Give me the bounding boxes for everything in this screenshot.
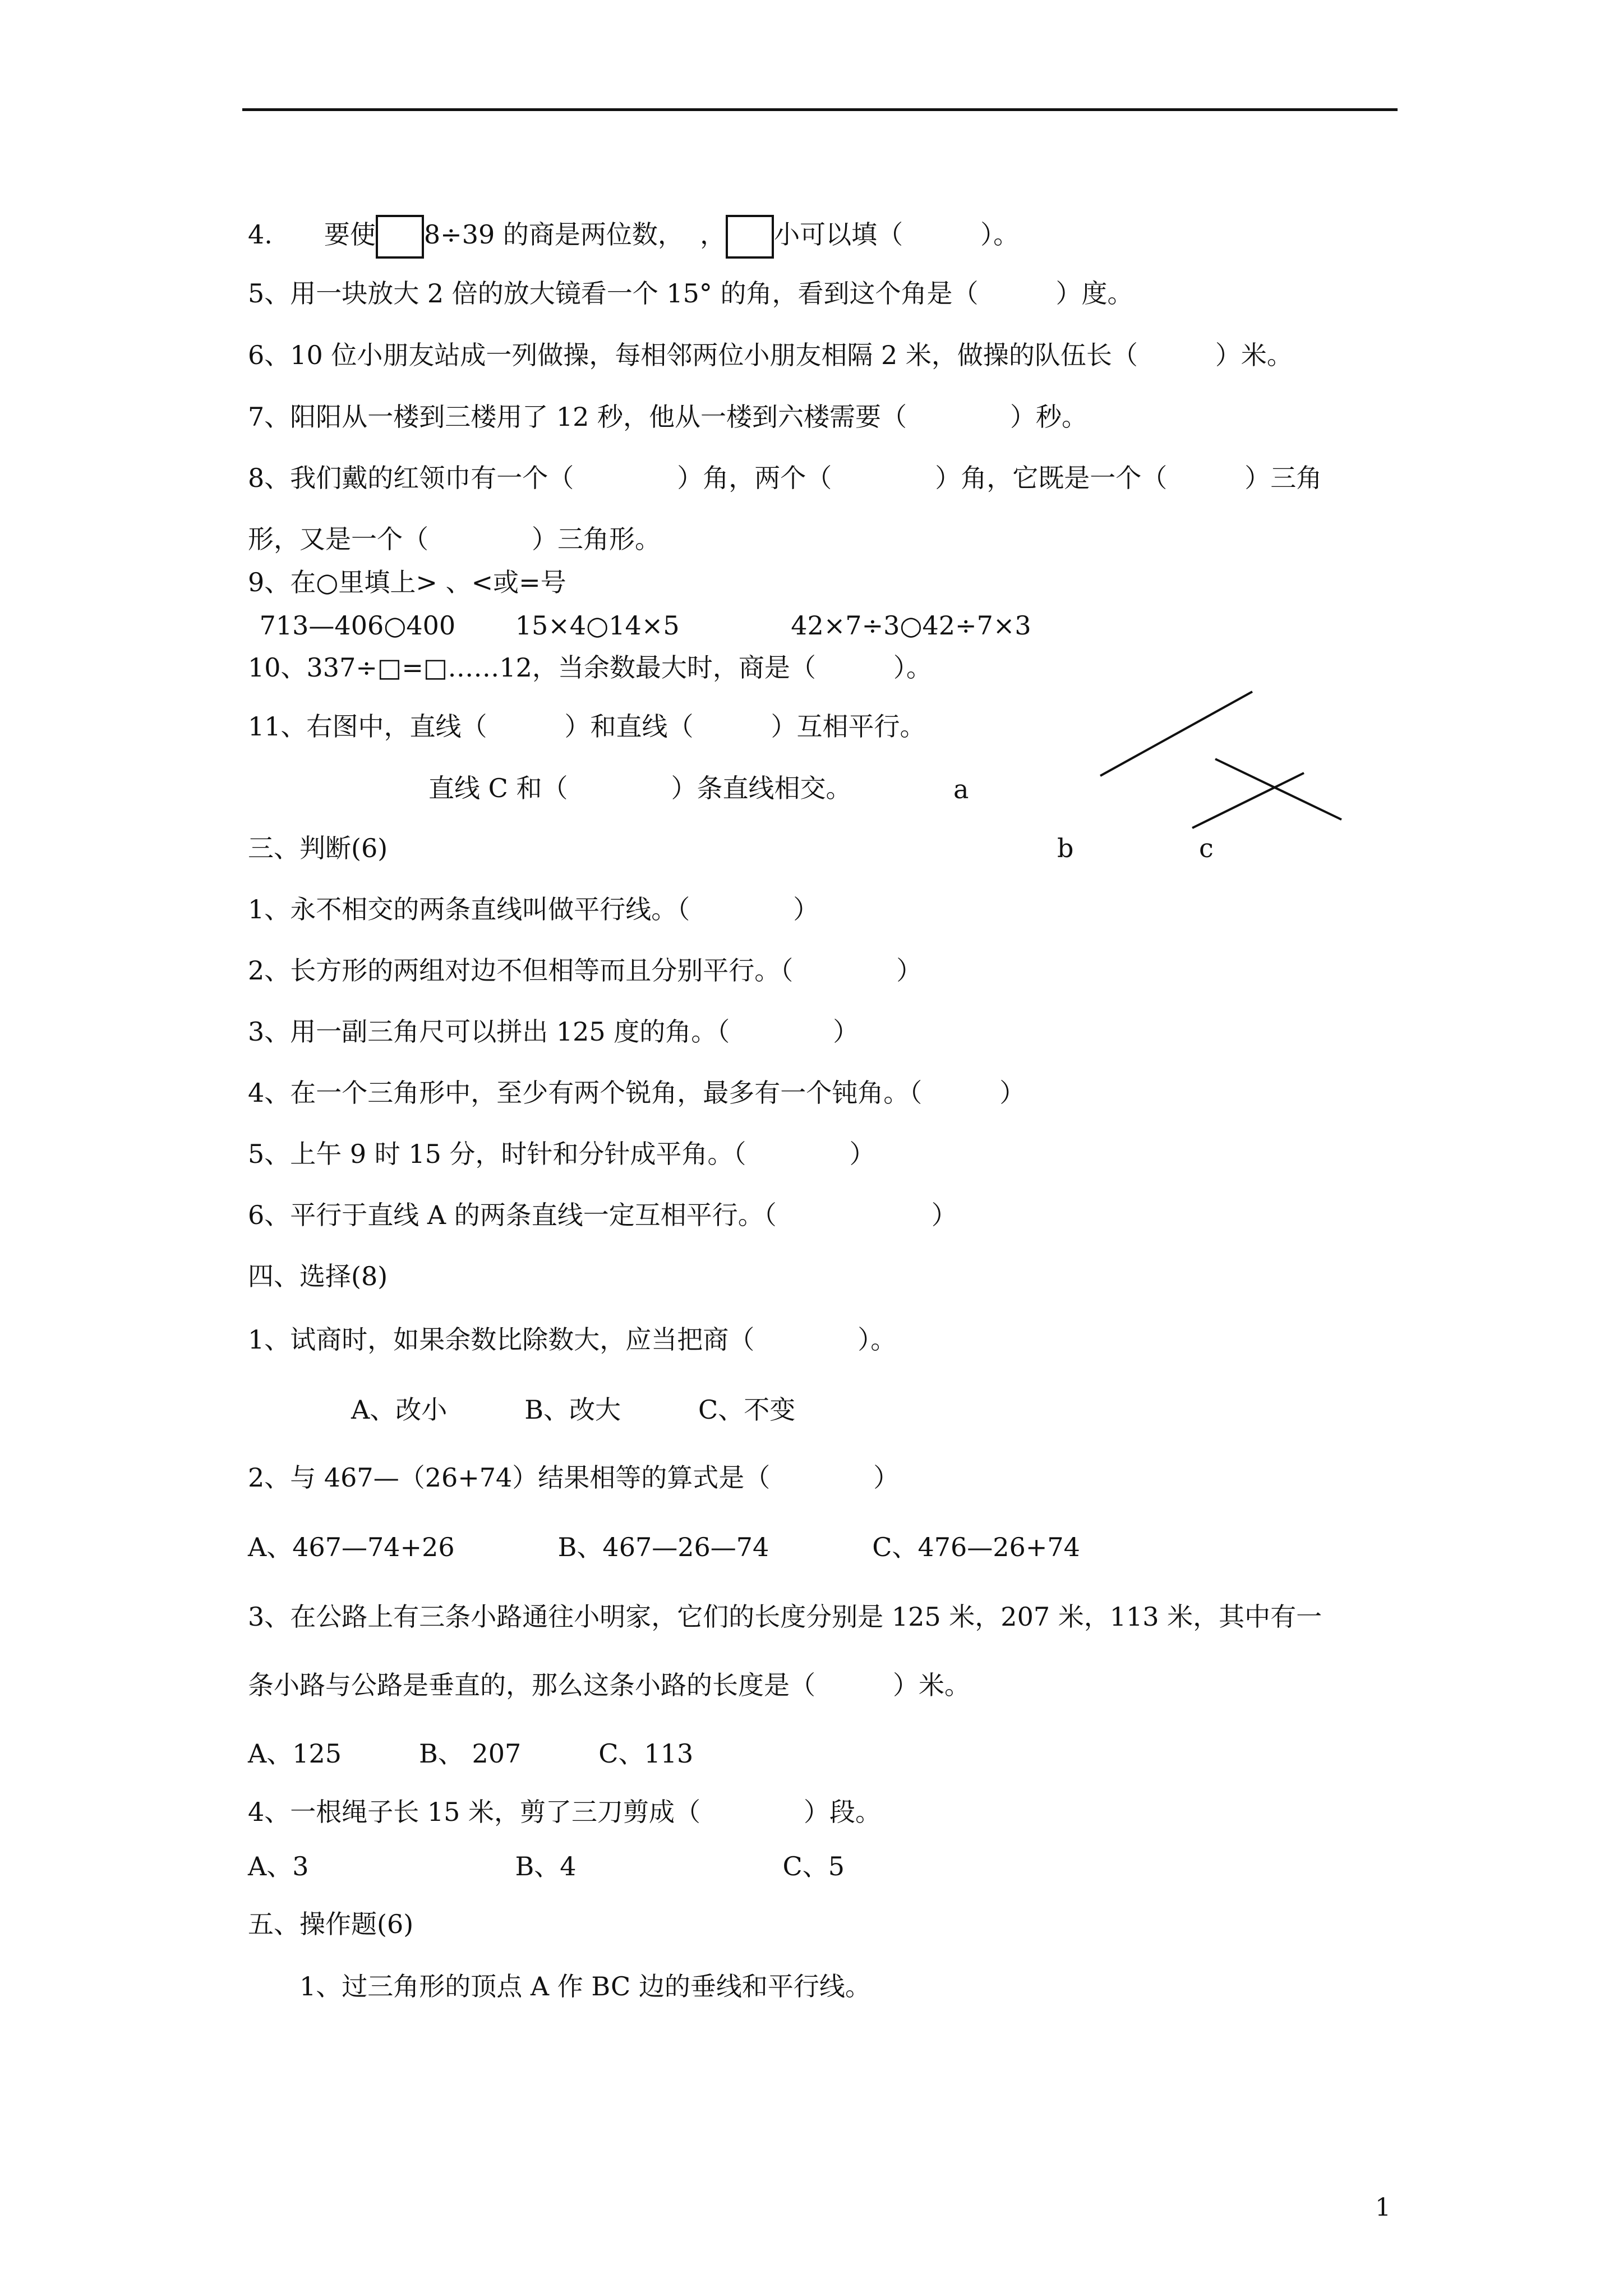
choice-1: 1、试商时，如果余数比除数大，应当把商（ ）。 — [248, 1324, 897, 1355]
choice-3-options: A、125 B、 207 C、113 — [248, 1738, 694, 1769]
q4-text-middle: 8÷39 的商是两位数， ， — [423, 219, 726, 250]
choice-4-options: A、3 B、4 C、5 — [248, 1851, 845, 1881]
question-7: 7、阳阳从一楼到三楼用了 12 秒，他从一楼到六楼需要（ ）秒。 — [248, 402, 1088, 432]
line-b — [1192, 773, 1304, 828]
judge-5: 5、上午 9 时 15 分，时针和分针成平角。（ ） — [248, 1139, 875, 1169]
question-9: 9、在○里填上> 、<或=号 — [248, 567, 566, 597]
question-8: 8、我们戴的红领巾有一个（ ）角，两个（ ）角，它既是一个（ ）三角 — [248, 463, 1322, 493]
choice-2: 2、与 467—（26+74）结果相等的算式是（ ） — [248, 1462, 900, 1493]
operation-1: 1、过三角形的顶点 A 作 BC 边的垂线和平行线。 — [248, 1971, 871, 2001]
section-3-heading: 三、判断(6) — [248, 833, 388, 863]
judge-4: 4、在一个三角形中，至少有两个锐角，最多有一个钝角。（ ） — [248, 1078, 1026, 1108]
choice-3: 3、在公路上有三条小路通往小明家，它们的长度分别是 125 米，207 米，113 米，其中有一 — [248, 1602, 1322, 1632]
choice-2-options: A、467—74+26 B、467—26—74 C、476—26+74 — [248, 1532, 1080, 1562]
section-4-heading: 四、选择(8) — [248, 1261, 388, 1291]
page-number: 1 — [1375, 2193, 1391, 2222]
question-8-cont: 形，又是一个（ ）三角形。 — [248, 524, 661, 554]
choice-1-options: A、改小 B、改大 C、不变 — [248, 1395, 796, 1425]
line-a — [1100, 692, 1252, 776]
question-10: 10、337÷□=□……12，当余数最大时，商是（ ）。 — [248, 652, 932, 683]
line-c — [1215, 759, 1341, 820]
question-5: 5、用一块放大 2 倍的放大镜看一个 15° 的角，看到这个角是（ ）度。 — [248, 278, 1133, 309]
judge-3: 3、用一副三角尺可以拼出 125 度的角。（ ） — [248, 1016, 859, 1047]
judge-2: 2、长方形的两组对边不但相等而且分别平行。（ ） — [248, 955, 923, 986]
q4-text-start: 4. 要使 — [248, 219, 376, 250]
figure-label-b: b — [1057, 833, 1074, 863]
choice-4: 4、一根绳子长 15 米，剪了三刀剪成（ ）段。 — [248, 1797, 882, 1827]
question-11: 11、右图中，直线（ ）和直线（ ）互相平行。 — [248, 711, 926, 742]
choice-3-cont: 条小路与公路是垂直的，那么这条小路的长度是（ ）米。 — [248, 1670, 970, 1700]
question-9-items: 713—406○400 15×4○14×5 42×7÷3○42÷7×3 — [251, 610, 1031, 641]
judge-1: 1、永不相交的两条直线叫做平行线。（ ） — [248, 894, 819, 924]
figure-label-c: c — [1199, 833, 1214, 863]
judge-6: 6、平行于直线 A 的两条直线一定互相平行。（ ） — [248, 1200, 957, 1230]
question-6: 6、10 位小朋友站成一列做操，每相邻两位小朋友相隔 2 米，做操的队伍长（ ）米。 — [248, 340, 1293, 370]
figure-label-a: a — [953, 774, 969, 804]
section-5-heading: 五、操作题(6) — [248, 1909, 414, 1939]
q4-text-end: 小可以填（ ）。 — [774, 219, 1020, 250]
question-11-cont: 直线 C 和（ ）条直线相交。 — [248, 773, 852, 803]
